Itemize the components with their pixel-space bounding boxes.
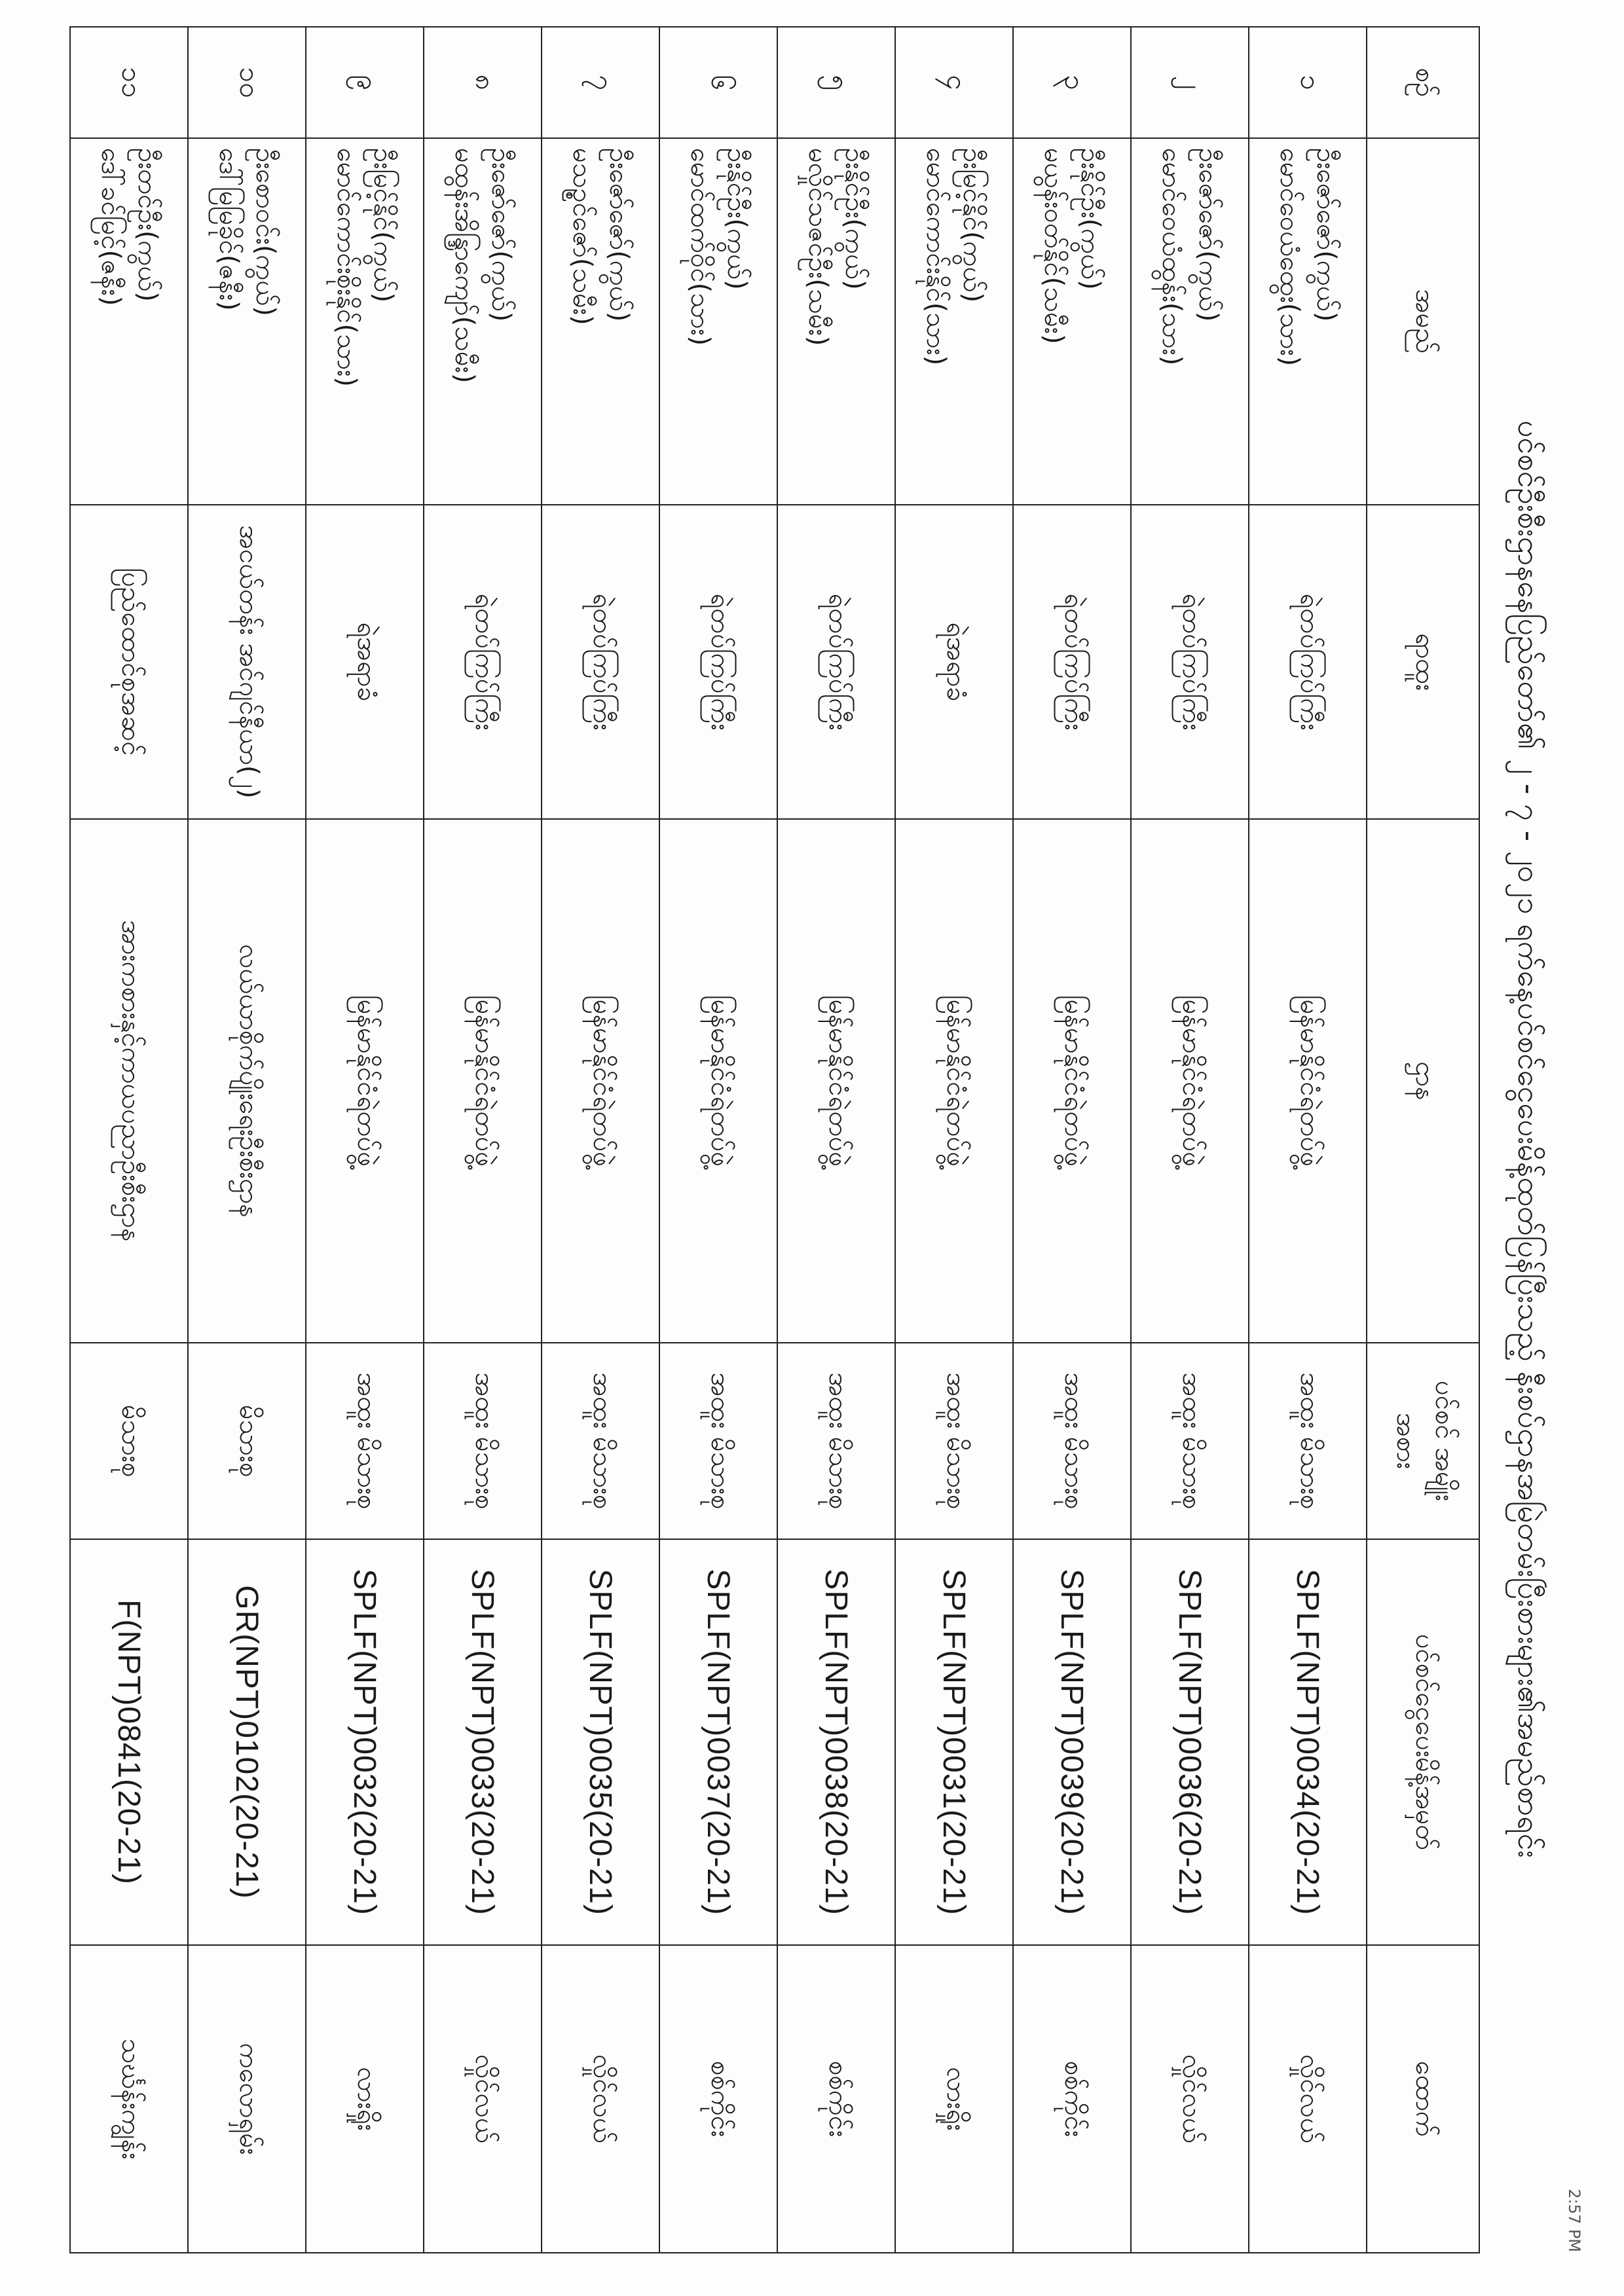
header-place: ထောက် bbox=[1367, 1945, 1479, 2253]
deceased-name: ဦးမြင့်နိုင်(ကွယ်) bbox=[957, 148, 987, 303]
cell-no: ၇ bbox=[542, 27, 659, 138]
cell-rank: ပြည်ထောင်စုအဆင့် bbox=[70, 505, 188, 819]
rotated-document bbox=[96, 26, 1583, 2252]
cell-rank: ရဲတပ်ကြပ်ကြီး bbox=[1131, 505, 1249, 819]
cell-order: SPLF(NPT)0032(20-21) bbox=[306, 1539, 424, 1945]
deceased-name: ဦးဇော်ဇော်(ကွယ်) bbox=[604, 148, 634, 322]
cell-dept: မြန်မာနိုင်ငံရဲတပ်ဖွဲ့ bbox=[306, 819, 424, 1343]
cell-no: ၁၀ bbox=[188, 27, 306, 138]
cell-order: SPLF(NPT)0037(20-21) bbox=[659, 1539, 777, 1945]
cell-type: အထူး မိသားစု bbox=[1249, 1343, 1367, 1539]
deceased-name: ဦးဇော်ဇော်(ကွယ်) bbox=[1311, 148, 1341, 322]
cell-name bbox=[895, 138, 1013, 505]
cell-dept: မြန်မာနိုင်ငံရဲတပ်ဖွဲ့ bbox=[1249, 819, 1367, 1343]
cell-order: SPLF(NPT)0036(20-21) bbox=[1131, 1539, 1249, 1945]
recipient-name: မောင်ဝေယံထွေး(သား) bbox=[1274, 148, 1304, 367]
cell-rank: ရဲတပ်ကြပ်ကြီး bbox=[777, 505, 895, 819]
cell-no: ၈ bbox=[424, 27, 542, 138]
cell-dept: မြန်မာနိုင်ငံရဲတပ်ဖွဲ့ bbox=[659, 819, 777, 1343]
cell-dept: အားကစားနှင့်ကာယပညာဦးစီးဌာန bbox=[70, 819, 188, 1343]
cell-place: စစ်ကိုင်း bbox=[659, 1945, 777, 2253]
deceased-name: ဦးနိုင်ဦး(ကွယ်) bbox=[722, 148, 752, 290]
cell-rank: ရဲအရာခံ bbox=[306, 505, 424, 819]
cell-place: သင်္ဃန်းကျွန်း bbox=[70, 1945, 188, 2253]
recipient-name: မသဉ္စင်ဇော်(သမီး) bbox=[567, 148, 597, 325]
cell-no: ၅ bbox=[777, 27, 895, 138]
cell-name bbox=[188, 138, 306, 505]
table-row bbox=[1249, 27, 1367, 2253]
cell-order: GR(NPT)0102(20-21) bbox=[188, 1539, 306, 1945]
table-row bbox=[306, 27, 424, 2253]
recipient-name: ဒေါ်ခင်မြင့်(ဇနီး) bbox=[96, 148, 126, 306]
cell-rank: ရဲတပ်ကြပ်ကြီး bbox=[424, 505, 542, 819]
deceased-name: ဦးဇော်ဇော်(ကွယ်) bbox=[486, 148, 516, 322]
cell-dept: မြန်မာနိုင်ငံရဲတပ်ဖွဲ့ bbox=[895, 819, 1013, 1343]
cell-name bbox=[777, 138, 895, 505]
table-row bbox=[424, 27, 542, 2253]
cell-rank: ရဲတပ်ကြပ်ကြီး bbox=[542, 505, 659, 819]
cell-place: ကလောရှမ်း bbox=[188, 1945, 306, 2253]
header-no: စဉ် bbox=[1367, 27, 1479, 138]
recipient-name: မလှိုင်သဇင်ဦး(သမီး) bbox=[803, 148, 833, 346]
header-dept: ဌာန bbox=[1367, 819, 1479, 1343]
header-rank: ရာထူး bbox=[1367, 505, 1479, 819]
cell-name bbox=[659, 138, 777, 505]
cell-place: လားရှိုး bbox=[895, 1945, 1013, 2253]
deceased-name: ဦးမြင့်နိုင်(ကွယ်) bbox=[368, 148, 398, 303]
deceased-name: ဦးဇော်ဇော်(ကွယ်) bbox=[1193, 148, 1223, 322]
cell-place: လှိုင်လယ် bbox=[1249, 1945, 1367, 2253]
pension-table bbox=[69, 26, 1480, 2253]
cell-place: လှိုင်လယ် bbox=[542, 1945, 659, 2253]
cell-order: SPLF(NPT)0038(20-21) bbox=[777, 1539, 895, 1945]
cell-type: အထူး မိသားစု bbox=[306, 1343, 424, 1539]
cell-name bbox=[306, 138, 424, 505]
cell-dept: လယ်ယာစိုက်ပျိုးရေးဦးစီးဌာန bbox=[188, 819, 306, 1343]
cell-no: ၂ bbox=[1131, 27, 1249, 138]
table-header-row bbox=[1367, 27, 1479, 2253]
cell-name bbox=[1249, 138, 1367, 505]
recipient-name: မောင်ဝေယံထွန်း(သား) bbox=[1156, 148, 1187, 366]
cell-dept: မြန်မာနိုင်ငံရဲတပ်ဖွဲ့ bbox=[1131, 819, 1249, 1343]
header-name: အမည် bbox=[1367, 138, 1479, 505]
cell-order: F(NPT)0841(20-21) bbox=[70, 1539, 188, 1945]
table-row bbox=[1131, 27, 1249, 2253]
cell-type: မိသားစု bbox=[70, 1343, 188, 1539]
header-order: ပင်စင်ငွေပေးမိန့်အမှတ် bbox=[1367, 1539, 1479, 1945]
cell-place: စစ်ကိုင်း bbox=[1013, 1945, 1131, 2253]
cell-place: လှိုင်လယ် bbox=[424, 1945, 542, 2253]
cell-dept: မြန်မာနိုင်ငံရဲတပ်ဖွဲ့ bbox=[542, 819, 659, 1343]
cell-rank: ရဲတပ်ကြပ်ကြီး bbox=[1013, 505, 1131, 819]
header-type: ပင်စင် အမျိုးအစား bbox=[1367, 1343, 1479, 1539]
cell-type: အထူး မိသားစု bbox=[1013, 1343, 1131, 1539]
cell-dept: မြန်မာနိုင်ငံရဲတပ်ဖွဲ့ bbox=[777, 819, 895, 1343]
table-row bbox=[542, 27, 659, 2253]
cell-name bbox=[70, 138, 188, 505]
recipient-name: မယွန်းဝတ်နိုင်(သမီး) bbox=[1039, 148, 1069, 344]
table-row bbox=[659, 27, 777, 2253]
cell-type: အထူး မိသားစု bbox=[777, 1343, 895, 1539]
cell-rank: ရဲတပ်ကြပ်ကြီး bbox=[1249, 505, 1367, 819]
recipient-name: မောင်ကောင်းစိုးနိုင်(သား) bbox=[331, 148, 361, 387]
cell-type: မိသားစု bbox=[188, 1343, 306, 1539]
cell-type: အထူး မိသားစု bbox=[542, 1343, 659, 1539]
cell-name bbox=[1013, 138, 1131, 505]
cell-dept: မြန်မာနိုင်ငံရဲတပ်ဖွဲ့ bbox=[1013, 819, 1131, 1343]
recipient-name: မောင်ကောင်းနိုင်(သား) bbox=[921, 148, 951, 366]
cell-name bbox=[1131, 138, 1249, 505]
cell-no: ၉ bbox=[306, 27, 424, 138]
cell-type: အထူး မိသားစု bbox=[659, 1343, 777, 1539]
cell-place: လှိုင်လယ် bbox=[1131, 1945, 1249, 2253]
cell-order: SPLF(NPT)0034(20-21) bbox=[1249, 1539, 1367, 1945]
cell-order: SPLF(NPT)0039(20-21) bbox=[1013, 1539, 1131, 1945]
recipient-name: မထွန်းအိန္ဒြာကျော်(သမီး) bbox=[449, 148, 479, 384]
cell-order: SPLF(NPT)0031(20-21) bbox=[895, 1539, 1013, 1945]
table-row bbox=[777, 27, 895, 2253]
deceased-name: ဦးတင်ဦး(ကွယ်) bbox=[132, 148, 162, 302]
cell-no: ၁ bbox=[1249, 27, 1367, 138]
cell-name bbox=[424, 138, 542, 505]
cell-rank: ရဲအရာခံ bbox=[895, 505, 1013, 819]
cell-dept: မြန်မာနိုင်ငံရဲတပ်ဖွဲ့ bbox=[424, 819, 542, 1343]
table-row bbox=[70, 27, 188, 2253]
cell-order: SPLF(NPT)0035(20-21) bbox=[542, 1539, 659, 1945]
deceased-name: ဦးနိုင်ဦး(ကွယ်) bbox=[840, 148, 870, 290]
cell-place: လားရှိုး bbox=[306, 1945, 424, 2253]
recipient-name: ဒေါ်မြမြခိုင်(ဇနီး) bbox=[213, 148, 244, 311]
cell-type: အထူး မိသားစု bbox=[1131, 1343, 1249, 1539]
cell-order: SPLF(NPT)0033(20-21) bbox=[424, 1539, 542, 1945]
cell-type: အထူး မိသားစု bbox=[895, 1343, 1013, 1539]
cell-no: ၃ bbox=[1013, 27, 1131, 138]
cell-name bbox=[542, 138, 659, 505]
cell-no: ၆ bbox=[659, 27, 777, 138]
document-title: ပင်စင်ဦးစီးဌာနနေပြည်တော်၏ ၂ - ၇ - ၂၀၂၁ ရက်နေ့ပင်စင်ငွေပေးမိန့်ထုတ်ပြန်ပြီးသည့် နီးစပ်ဌာနအမြဲတမ်းပြီးစားများ၏အမည်စာရင်း bbox=[1511, 420, 1547, 1858]
cell-no: ၄ bbox=[895, 27, 1013, 138]
deceased-name: ဦးစောဝင်း(ကွယ်) bbox=[250, 148, 280, 316]
table-row bbox=[1013, 27, 1131, 2253]
deceased-name: ဦးနိုင်ဦး(ကွယ်) bbox=[1075, 148, 1105, 290]
recipient-name: မောင်ထက်ဝိုင်(သား) bbox=[685, 148, 715, 346]
cell-place: စစ်ကိုင်း bbox=[777, 1945, 895, 2253]
table-row bbox=[895, 27, 1013, 2253]
table-body bbox=[70, 27, 1367, 2253]
cell-rank: ရဲတပ်ကြပ်ကြီး bbox=[659, 505, 777, 819]
scan-timestamp: 2:57 PM bbox=[1565, 2189, 1583, 2252]
cell-rank: အငယ်တန်း အင်ဂျင်နီယာ(၂) bbox=[188, 505, 306, 819]
cell-no: ၁၁ bbox=[70, 27, 188, 138]
table-row bbox=[188, 27, 306, 2253]
cell-type: အထူး မိသားစု bbox=[424, 1343, 542, 1539]
